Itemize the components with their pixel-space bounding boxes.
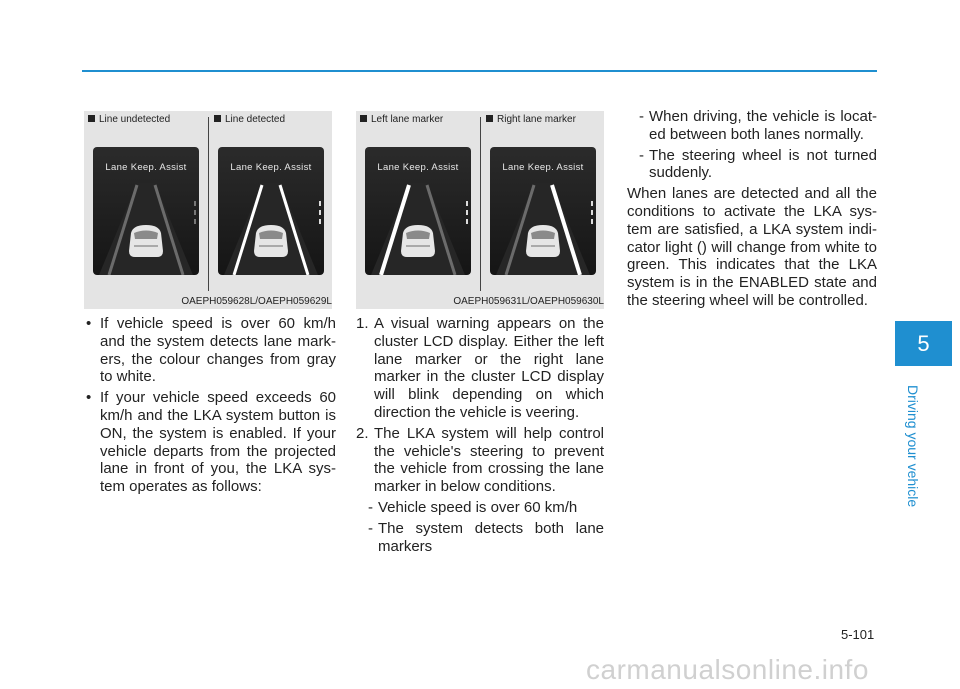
sub-item-text: The system detects both lane markers xyxy=(378,519,604,555)
numbered-item xyxy=(356,425,604,496)
watermark: carmanualsonline.info xyxy=(586,654,869,685)
sub-item-text: When driving, the vehicle is locat-ed between both lanes normally. xyxy=(649,108,877,143)
sub-item xyxy=(368,499,604,517)
column-3 xyxy=(627,108,877,310)
screen-title: Lane Keep. Assist xyxy=(230,162,312,173)
column-2 xyxy=(356,315,604,558)
page-number: 5-101 xyxy=(841,627,875,642)
lka-screen-left-marker xyxy=(365,147,471,275)
bullet-item xyxy=(86,315,336,386)
dash-mark: - xyxy=(639,108,644,125)
figure-line-detection xyxy=(84,111,332,309)
screen-title: Lane Keep. Assist xyxy=(502,162,584,173)
sub-item-text: Vehicle speed is over 60 km/h xyxy=(378,498,578,516)
dash-mark: - xyxy=(639,146,644,164)
road-graphic xyxy=(490,147,596,275)
sub-item xyxy=(368,520,604,556)
car-icon xyxy=(254,225,288,257)
figure-caption-right: Line detected xyxy=(214,114,285,125)
screen-title: Lane Keep. Assist xyxy=(377,162,459,173)
black-square-icon xyxy=(360,115,367,122)
figure-lane-markers xyxy=(356,111,604,309)
road-graphic xyxy=(365,147,471,275)
numbered-item xyxy=(356,315,604,422)
item-number: 2. xyxy=(356,424,369,442)
item-text: The LKA system will help control the vehicle's steering to prevent the vehicle from crossing the lane marker in below conditions. xyxy=(374,424,604,496)
header-rule xyxy=(82,70,877,72)
item-text: A visual warning appears on the cluster LCD display. Either the left lane marker or the right lane marker in the cluster LCD display will blink depending on which direction the vehicle is veering. xyxy=(374,315,604,421)
figure-caption-left: Left lane marker xyxy=(360,114,443,125)
sub-item xyxy=(639,108,877,144)
figure-caption-left: Line undetected xyxy=(88,114,170,125)
sub-item xyxy=(639,147,877,183)
sub-item-text: The steering wheel is not turned suddenly. xyxy=(649,146,877,182)
black-square-icon xyxy=(214,115,221,122)
dash-mark: - xyxy=(368,498,373,516)
car-icon xyxy=(129,225,163,257)
car-icon xyxy=(526,225,560,257)
bullet-text: If vehicle speed is over 60 km/h and the system detects lane mark-ers, the colour changes from gray to white. xyxy=(100,315,336,386)
black-square-icon xyxy=(486,115,493,122)
screen-title: Lane Keep. Assist xyxy=(105,162,187,173)
bullet-text: If your vehicle speed exceeds 60 km/h and the LKA system button is ON, the system is enabled. If your vehicle departs from the projected lane in front of you, the LKA sys-tem operates as follows: xyxy=(100,389,336,496)
chapter-number-tab: 5 xyxy=(895,321,952,366)
item-number: 1. xyxy=(356,315,369,332)
figure-divider xyxy=(480,117,481,291)
bullet-item xyxy=(86,389,336,496)
bullet-mark: • xyxy=(86,315,92,332)
car-icon xyxy=(401,225,435,257)
chapter-title-vertical: Driving your vehicle xyxy=(905,385,921,508)
lka-screen-undetected xyxy=(93,147,199,275)
road-graphic xyxy=(93,147,199,275)
black-square-icon xyxy=(88,115,95,122)
column-1 xyxy=(86,315,336,499)
lka-screen-right-marker xyxy=(490,147,596,275)
bullet-mark: • xyxy=(86,389,92,407)
figure-code: OAEPH059631L/OAEPH059630L xyxy=(453,296,604,307)
road-graphic xyxy=(218,147,324,275)
dash-mark: - xyxy=(368,519,373,537)
figure-code: OAEPH059628L/OAEPH059629L xyxy=(181,296,332,307)
figure-caption-right: Right lane marker xyxy=(486,114,576,125)
figure-divider xyxy=(208,117,209,291)
body-paragraph: When lanes are detected and all the conditions to activate the LKA sys-tem are satisfied, a LKA system indi-cator light () will change from white to green. This indicates that the LKA system is in the ENABLED state and the steering wheel will be controlled. xyxy=(627,185,877,309)
lka-screen-detected xyxy=(218,147,324,275)
